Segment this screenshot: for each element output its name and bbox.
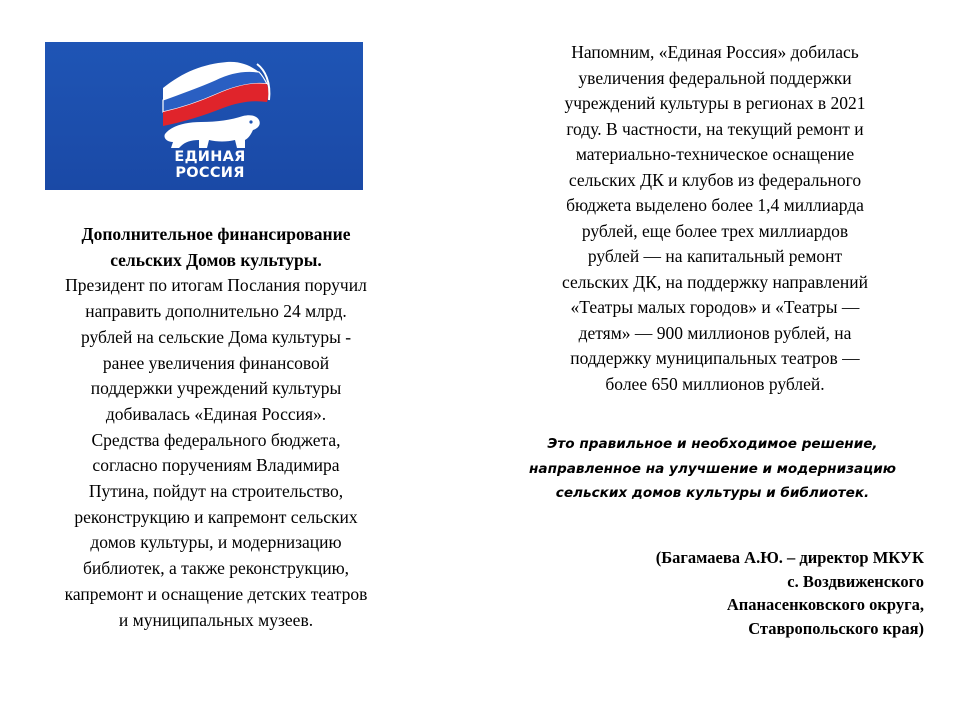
text-line: поддержку муниципальных театров — (570, 348, 860, 368)
left-article (10, 222, 422, 633)
logo-text-line1: ЕДИНАЯ (174, 149, 246, 165)
text-line: материально-техническое оснащение (575, 144, 855, 164)
text-line: году. В частности, на текущий ремонт и (566, 118, 864, 139)
text-line: рублей — на капитальный ремонт (587, 246, 843, 266)
right-article (505, 40, 925, 397)
signature-line: Ставропольского края) (748, 618, 924, 638)
text-line: домов культуры, и модернизацию (90, 532, 342, 553)
text-line: направить дополнительно 24 млрд. (85, 301, 347, 322)
text-line: сельских ДК, на поддержку направлений (562, 271, 868, 292)
text-line: Напомним, «Единая Россия» добилась (571, 42, 859, 62)
text-line: согласно поручениям Владимира (92, 455, 340, 476)
article-body (10, 273, 422, 633)
text-line: Путина, пойдут на строительство, (88, 481, 344, 502)
quote-line: направленное на улучшение и модернизацию (529, 460, 896, 477)
logo-text-line2: РОССИЯ (175, 165, 245, 181)
text-line: «Театры малых городов» и «Театры — (570, 297, 860, 317)
signature-block (524, 546, 924, 640)
text-line: Средства федерального бюджета, (91, 429, 341, 450)
text-line: и муниципальных музеев. (118, 609, 314, 630)
text-line: сельских ДК и клубов из федерального (568, 169, 862, 190)
text-line: рублей, еще более трех миллиардов (581, 220, 849, 241)
text-line: добивалась «Единая Россия». (105, 403, 327, 424)
text-line: учреждений культуры в регионах в 2021 (564, 93, 866, 113)
text-line: библиотек, а также реконструкцию, (82, 558, 350, 579)
heading-line: Дополнительное финансирование (81, 224, 351, 244)
heading-line: сельских Домов культуры. (110, 249, 322, 270)
text-line: капремонт и оснащение детских театров (64, 583, 368, 604)
text-line: Президент по итогам Послания поручил (65, 275, 367, 296)
quote-block (500, 432, 925, 506)
signature-line: с. Воздвиженского (787, 571, 924, 591)
quote-line: сельских домов культуры и библиотек. (555, 485, 870, 501)
text-line: ранее увеличения финансовой (102, 352, 330, 373)
signature-line: (Багамаева А.Ю. – директор МКУК (655, 548, 924, 567)
signature-line: Апанасенковского округа, (726, 595, 924, 614)
text-line: бюджета выделено более 1,4 миллиарда (566, 195, 864, 215)
text-line: реконструкцию и капремонт сельских (74, 506, 358, 527)
party-logo (45, 42, 363, 190)
text-line: рублей на сельские Дома культуры - (80, 326, 352, 347)
text-line: более 650 миллионов рублей. (605, 373, 825, 394)
text-line: поддержки учреждений культуры (90, 378, 342, 399)
text-line: увеличения федеральной поддержки (578, 67, 852, 88)
text-line: детям» — 900 миллионов рублей, на (578, 322, 852, 343)
article-heading (10, 222, 422, 273)
quote-line: Это правильное и необходимое решение, (547, 436, 878, 452)
